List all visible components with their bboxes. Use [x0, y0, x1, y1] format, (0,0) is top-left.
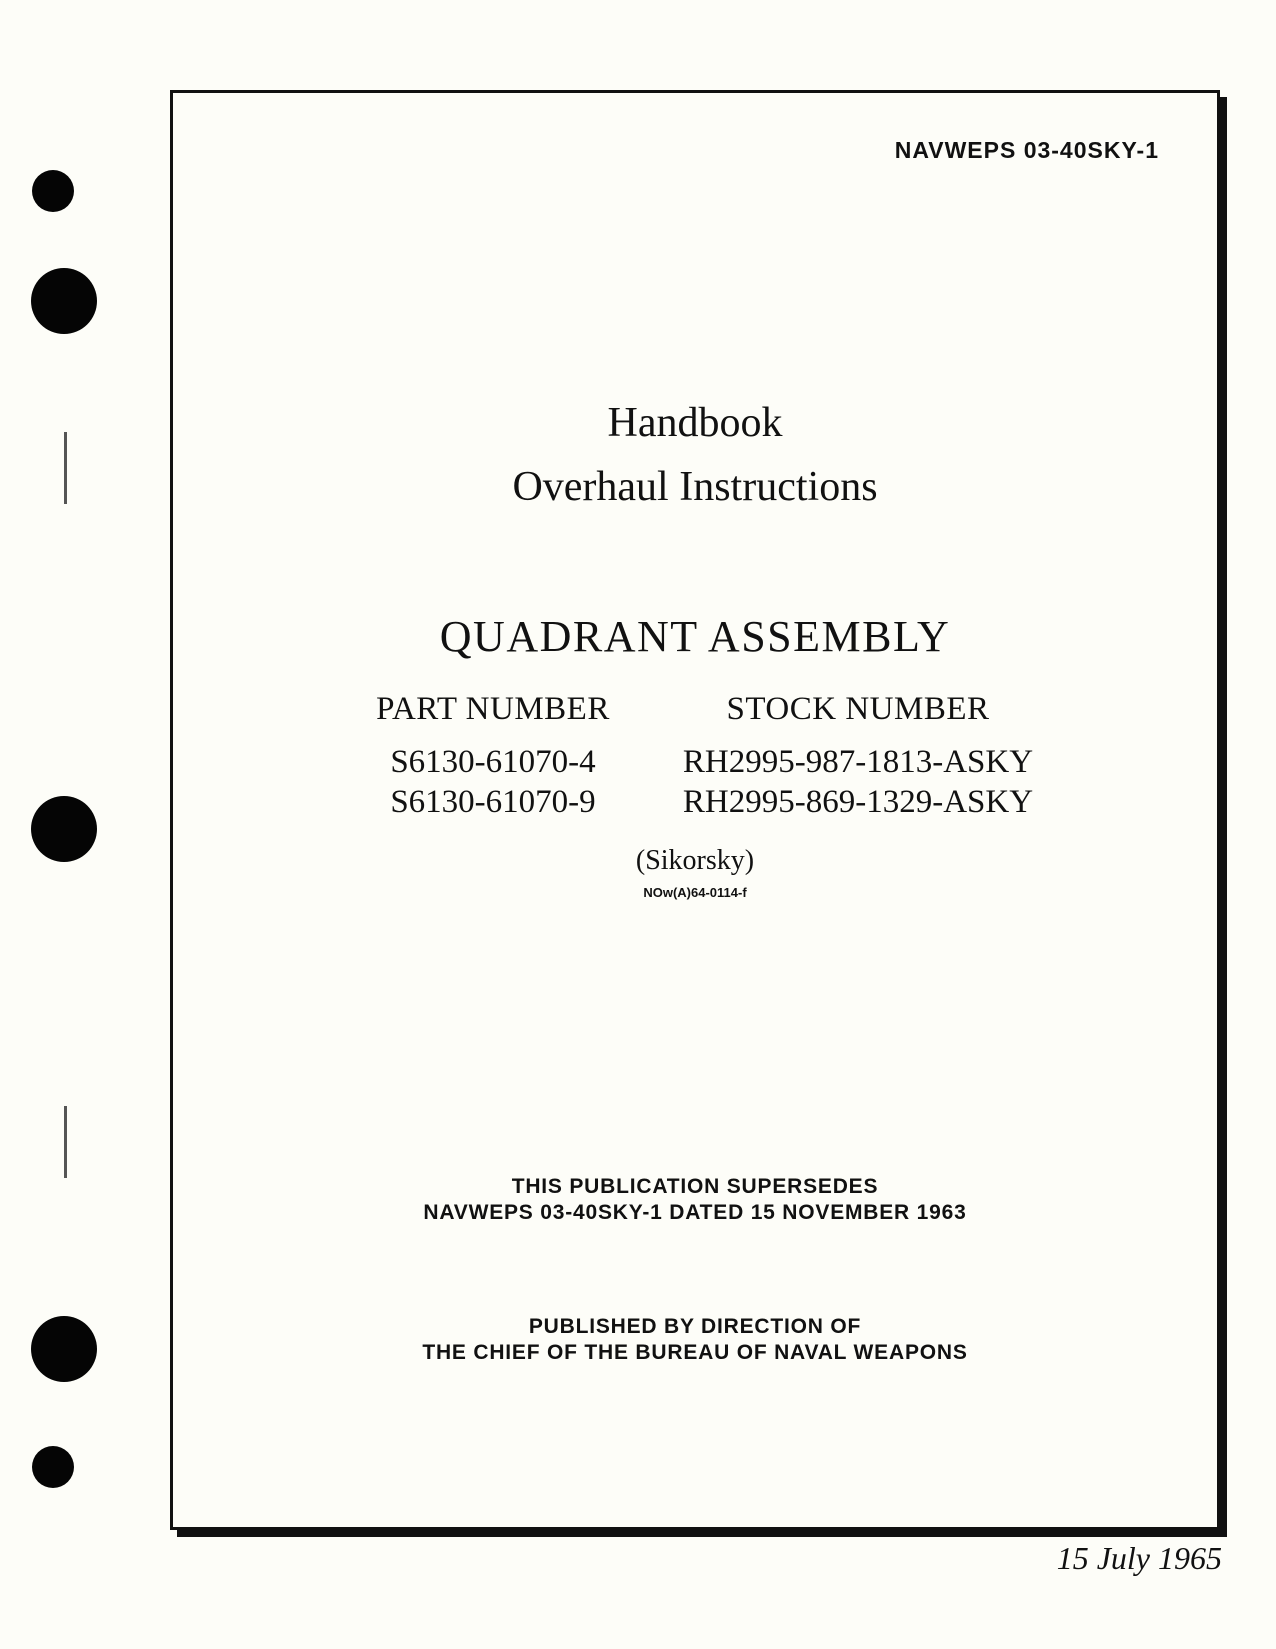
stock-number-column [675, 691, 1041, 822]
binder-hole [32, 170, 74, 212]
overhaul-heading: Overhaul Instructions [512, 464, 878, 510]
part-number-value: S6130-61070-4 [390, 744, 596, 780]
handbook-heading: Handbook [607, 400, 783, 446]
supersedes-line: NAVWEPS 03-40SKY-1 DATED 15 NOVEMBER 1963 [423, 1201, 967, 1224]
margin-mark [64, 1106, 67, 1178]
stock-number-value: RH2995-869-1329-ASKY [682, 784, 1034, 820]
product-title: QUADRANT ASSEMBLY [439, 612, 951, 661]
margin-mark [64, 432, 67, 504]
manufacturer: (Sikorsky) [635, 845, 755, 876]
stock-number-header: STOCK NUMBER [726, 691, 990, 727]
supersedes-line: THIS PUBLICATION SUPERSEDES [511, 1175, 879, 1198]
publication-date: 15 July 1965 [1056, 1540, 1222, 1576]
part-number-column [345, 691, 641, 822]
cover-frame [170, 90, 1220, 1530]
part-number-header: PART NUMBER [376, 691, 610, 727]
part-number-value: S6130-61070-9 [390, 784, 596, 820]
publisher-line: PUBLISHED BY DIRECTION OF [528, 1315, 862, 1338]
publisher-line: THE CHIEF OF THE BUREAU OF NAVAL WEAPONS [422, 1341, 968, 1364]
binder-hole [32, 1446, 74, 1488]
binder-hole [31, 268, 97, 334]
binder-hole [31, 796, 97, 862]
document-id: NAVWEPS 03-40SKY-1 [894, 137, 1159, 163]
stock-number-value: RH2995-987-1813-ASKY [682, 744, 1034, 780]
contract-number: NOw(A)64-0114-f [643, 885, 747, 900]
binder-hole [31, 1316, 97, 1382]
